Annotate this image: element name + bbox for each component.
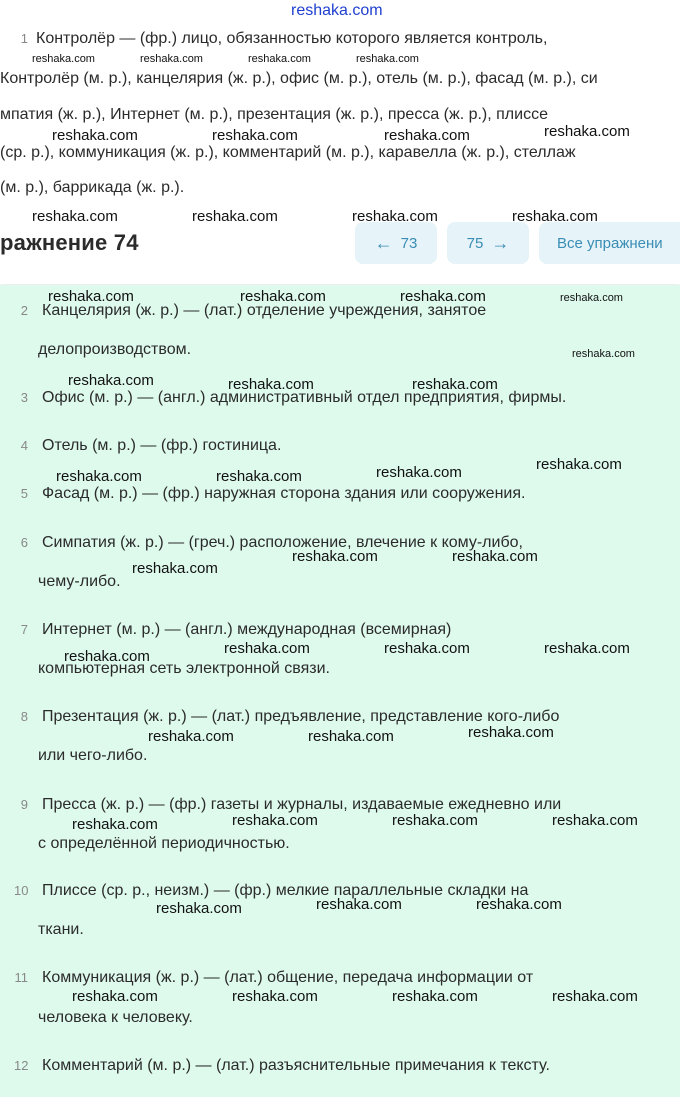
watermark: reshaka.com <box>352 208 438 225</box>
watermark: reshaka.com <box>308 728 394 745</box>
watermark: reshaka.com <box>56 468 142 485</box>
item-text: Комментарий (м. р.) — (лат.) разъяснительные примечания к тексту. <box>42 1057 550 1074</box>
answer-line-3: мпатия (ж. р.), Интернет (м. р.), презентация (ж. р.), пресса (ж. р.), плиссе <box>0 106 548 123</box>
all-exercises-button[interactable] <box>539 222 680 264</box>
item-text-continued: ткани. <box>38 921 84 938</box>
item-text-continued: с определённой периодичностью. <box>38 835 290 852</box>
item-number: 5 <box>20 486 28 501</box>
watermark: reshaka.com <box>400 288 486 305</box>
item-text: Коммуникация (ж. р.) — (лат.) общение, передача информации от <box>42 969 534 986</box>
watermark: reshaka.com <box>240 288 326 305</box>
list-item <box>14 427 281 465</box>
item-number: 3 <box>20 390 28 405</box>
arrow-left-icon: ← <box>374 233 393 253</box>
list-item <box>14 872 528 910</box>
watermark: reshaka.com <box>216 468 302 485</box>
item-number: 2 <box>20 303 28 318</box>
all-exercises-label: Все упражнени <box>557 234 663 252</box>
watermark: reshaka.com <box>32 53 95 65</box>
item-text: Плиссе (ср. р., неизм.) — (фр.) мелкие параллельные складки на <box>42 882 529 899</box>
watermark: reshaka.com <box>384 127 470 144</box>
list-item <box>14 1047 550 1085</box>
answer-line-4: (ср. р.), коммуникация (ж. р.), комментарий (м. р.), каравелла (ж. р.), стеллаж <box>0 144 576 161</box>
watermark: reshaka.com <box>140 53 203 65</box>
watermark: reshaka.com <box>392 812 478 829</box>
item-text: Отель (м. р.) — (фр.) гостиница. <box>42 437 282 454</box>
arrow-right-icon: → <box>491 233 510 253</box>
watermark: reshaka.com <box>384 640 470 657</box>
watermark: reshaka.com <box>224 640 310 657</box>
watermark: reshaka.com <box>212 127 298 144</box>
item-text: Офис (м. р.) — (англ.) административный отдел предприятия, фирмы. <box>42 389 567 406</box>
item-text: Канцелярия (ж. р.) — (лат.) отделение учреждения, занятое <box>42 302 487 319</box>
watermark: reshaka.com <box>132 560 218 577</box>
watermark: reshaka.com <box>512 208 598 225</box>
watermark: reshaka.com <box>468 724 554 741</box>
watermark: reshaka.com <box>228 376 314 393</box>
answer-line-5: (м. р.), баррикада (ж. р.). <box>0 179 185 196</box>
watermark: reshaka.com <box>376 464 462 481</box>
answer-line-2: Контролёр (м. р.), канцелярия (ж. р.), офис (м. р.), отель (м. р.), фасад (м. р.), си <box>0 70 598 87</box>
line-number: 1 <box>20 31 28 46</box>
list-item <box>14 524 523 562</box>
item-number: 9 <box>20 797 28 812</box>
site-watermark: reshaka.com <box>291 2 383 19</box>
item-text: Презентация (ж. р.) — (лат.) предъявление, представление кого-либо <box>42 708 560 725</box>
watermark: reshaka.com <box>572 348 635 360</box>
prev-exercise-label: 73 <box>400 234 418 252</box>
watermark: reshaka.com <box>476 896 562 913</box>
watermark: reshaka.com <box>552 812 638 829</box>
watermark: reshaka.com <box>392 988 478 1005</box>
watermark: reshaka.com <box>52 127 138 144</box>
item-text-continued: чему-либо. <box>38 573 121 590</box>
watermark: reshaka.com <box>452 548 538 565</box>
watermark: reshaka.com <box>544 123 630 140</box>
item-text: Фасад (м. р.) — (фр.) наружная сторона здания или сооружения. <box>42 485 526 502</box>
watermark: reshaka.com <box>544 640 630 657</box>
watermark: reshaka.com <box>68 372 154 389</box>
item-number: 11 <box>14 970 28 985</box>
watermark: reshaka.com <box>316 896 402 913</box>
watermark: reshaka.com <box>536 456 622 473</box>
watermark: reshaka.com <box>248 53 311 65</box>
item-text-continued: делопроизводством. <box>38 341 192 358</box>
item-text: Пресса (ж. р.) — (фр.) газеты и журналы, издаваемые ежедневно или <box>42 796 562 813</box>
next-exercise-button[interactable] <box>447 222 529 264</box>
watermark: reshaka.com <box>32 208 118 225</box>
item-number: 12 <box>14 1058 29 1073</box>
item-number: 10 <box>14 883 29 898</box>
watermark: reshaka.com <box>148 728 234 745</box>
exercise-title: ражнение 74 <box>0 230 139 255</box>
watermark: reshaka.com <box>156 900 242 917</box>
watermark: reshaka.com <box>412 376 498 393</box>
item-text: Симпатия (ж. р.) — (греч.) расположение, влечение к кому-либо, <box>42 534 523 551</box>
prev-exercise-button[interactable] <box>355 222 437 264</box>
item-number: 7 <box>20 622 28 637</box>
watermark: reshaka.com <box>356 53 419 65</box>
watermark: reshaka.com <box>72 816 158 833</box>
item-number: 6 <box>20 535 28 550</box>
watermark: reshaka.com <box>232 812 318 829</box>
item-text-continued: человека к человеку. <box>38 1009 193 1026</box>
watermark: reshaka.com <box>48 288 134 305</box>
item-number: 8 <box>20 709 28 724</box>
answer-line-1 <box>10 30 547 48</box>
watermark: reshaka.com <box>292 548 378 565</box>
watermark: reshaka.com <box>560 292 623 304</box>
watermark: reshaka.com <box>232 988 318 1005</box>
answer-text: Контролёр — (фр.) лицо, обязанностью которого является контроль, <box>36 30 548 47</box>
item-number: 4 <box>20 438 28 453</box>
watermark: reshaka.com <box>64 648 150 665</box>
item-text-continued: или чего-либо. <box>38 747 148 764</box>
watermark: reshaka.com <box>72 988 158 1005</box>
next-exercise-label: 75 <box>466 234 484 252</box>
item-text: Интернет (м. р.) — (англ.) международная (всемирная) <box>42 621 452 638</box>
watermark: reshaka.com <box>192 208 278 225</box>
watermark: reshaka.com <box>552 988 638 1005</box>
item-text-continued: компьютерная сеть электронной связи. <box>38 660 330 677</box>
